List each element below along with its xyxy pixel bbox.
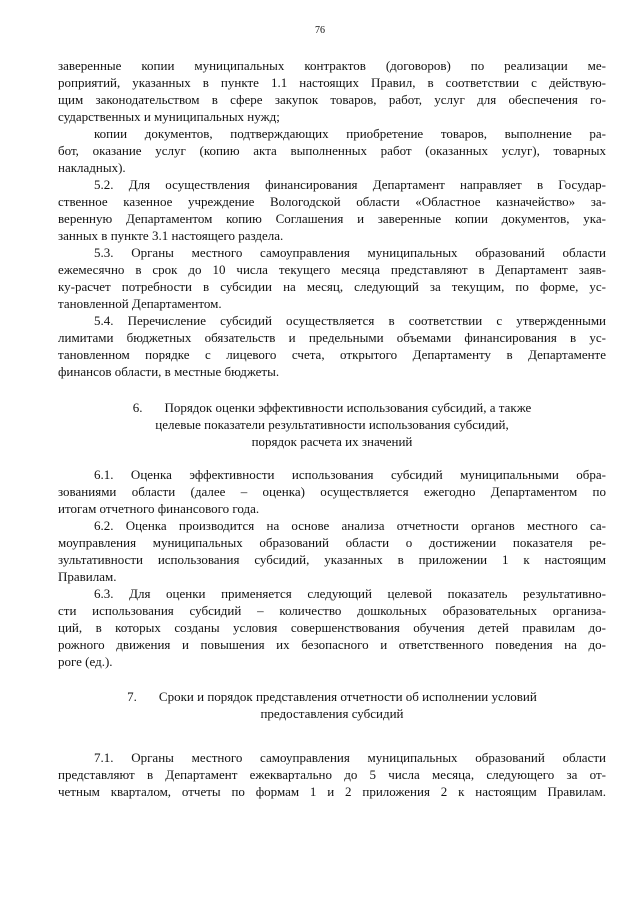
section-6-heading [58,399,606,416]
text-line: 5.4. Перечисление субсидий осуществляется в соответствии с утвержденными [94,313,606,328]
text-line: 6.2. Оценка производится на основе анализа отчетности органов местного са- [94,518,606,533]
text-line: зультативности использования субсидий, указанных в приложении 1 к настоящим [58,552,606,567]
text-line: 5.2. Для осуществления финансирования Департамент направляет в Государ- [94,177,606,192]
section-number: 6. [132,400,143,415]
text-line: лимитами бюджетных обязательств и предельными объемами финансирования в ус- [58,330,606,345]
text-line: копии документов, подтверждающих приобретение товаров, выполнение ра- [94,126,606,141]
spacer [58,380,606,399]
text-line: заверенные копии муниципальных контрактов (договоров) по реализации ме- [58,58,606,73]
text-line: рожного движения и повышения их безопасного и ответственного поведения на до- [58,637,606,652]
text-line: зованиями области (далее – оценка) осуществляется ежегодно Департаментом по [58,484,606,499]
spacer [58,670,606,688]
text-line: ежемесячно в срок до 10 числа текущего месяца представляют в Департамент заяв- [58,262,606,277]
text-line: роге (ед.). [58,654,113,669]
heading-line: порядок расчета их значений [251,434,413,449]
heading-line: предоставления субсидий [260,706,404,721]
text-line: сти использования субсидий – количество дошкольных образовательных организа- [58,603,606,618]
text-line: 6.3. Для оценки применяется следующий целевой показатель результативно- [94,586,606,601]
text-line: представляют в Департамент ежеквартально до 5 числа месяца, следующего за от- [58,767,606,782]
text-line: ку-расчет потребности в субсидии на месяц, следующий за текущим, по форме, ус- [58,279,606,294]
spacer [58,450,606,466]
text-line: тановленном порядке с лицевого счета, открытого Департаменту в Департаменте [58,347,606,362]
text-line: 5.3. Органы местного самоуправления муниципальных образований области [94,245,606,260]
text-line: финансов области, в местные бюджеты. [58,364,280,379]
text-line: щим законодательством в сфере закупок товаров, работ, услуг для обеспечения го- [58,92,606,107]
text-line: бот, оказание услуг (копию акта выполненных работ (оказанных услуг), товарных [58,143,606,158]
text-line: роприятий, указанных в пункте 1.1 настоящих Правил, в соответствии с действую- [58,75,606,90]
text-line: 6.1. Оценка эффективности использования субсидий муниципальными обра- [94,467,606,482]
text-line: 7.1. Органы местного самоуправления муниципальных образований области [94,750,606,765]
text-line: занных в пункте 3.1 настоящего раздела. [58,228,284,243]
heading-text: Сроки и порядок представления отчетности об исполнении условий [158,689,537,704]
section-7-heading [58,688,606,705]
text-line: тановленной Департаментом. [58,296,222,311]
text-line: четным кварталом, отчеты по формам 1 и 2 приложения 2 к настоящим Правилам. [58,784,606,799]
text-line: Правилам. [58,569,117,584]
text-line: веренную Департаментом копию Соглашения и заверенные копии документов, ука- [58,211,606,226]
text-line: моуправления муниципальных образований области о достижении показателя ре- [58,535,606,550]
heading-text: Порядок оценки эффективности использования субсидий, а также [164,400,532,415]
text-line: сударственных и муниципальных нужд; [58,109,280,124]
text-line: ций, в которых созданы условия совершенствования обучения детей правилам до- [58,620,606,635]
text-line: накладных). [58,160,126,175]
spacer [58,722,606,749]
section-number: 7. [127,689,137,704]
page-body [58,57,606,800]
text-line: итогам отчетного финансового года. [58,501,260,516]
heading-line: целевые показатели результативности использования субсидий, [155,417,509,432]
text-line: ственное казенное учреждение Вологодской области «Областное казначейство» за- [58,194,606,209]
page-number: 76 [315,25,325,36]
